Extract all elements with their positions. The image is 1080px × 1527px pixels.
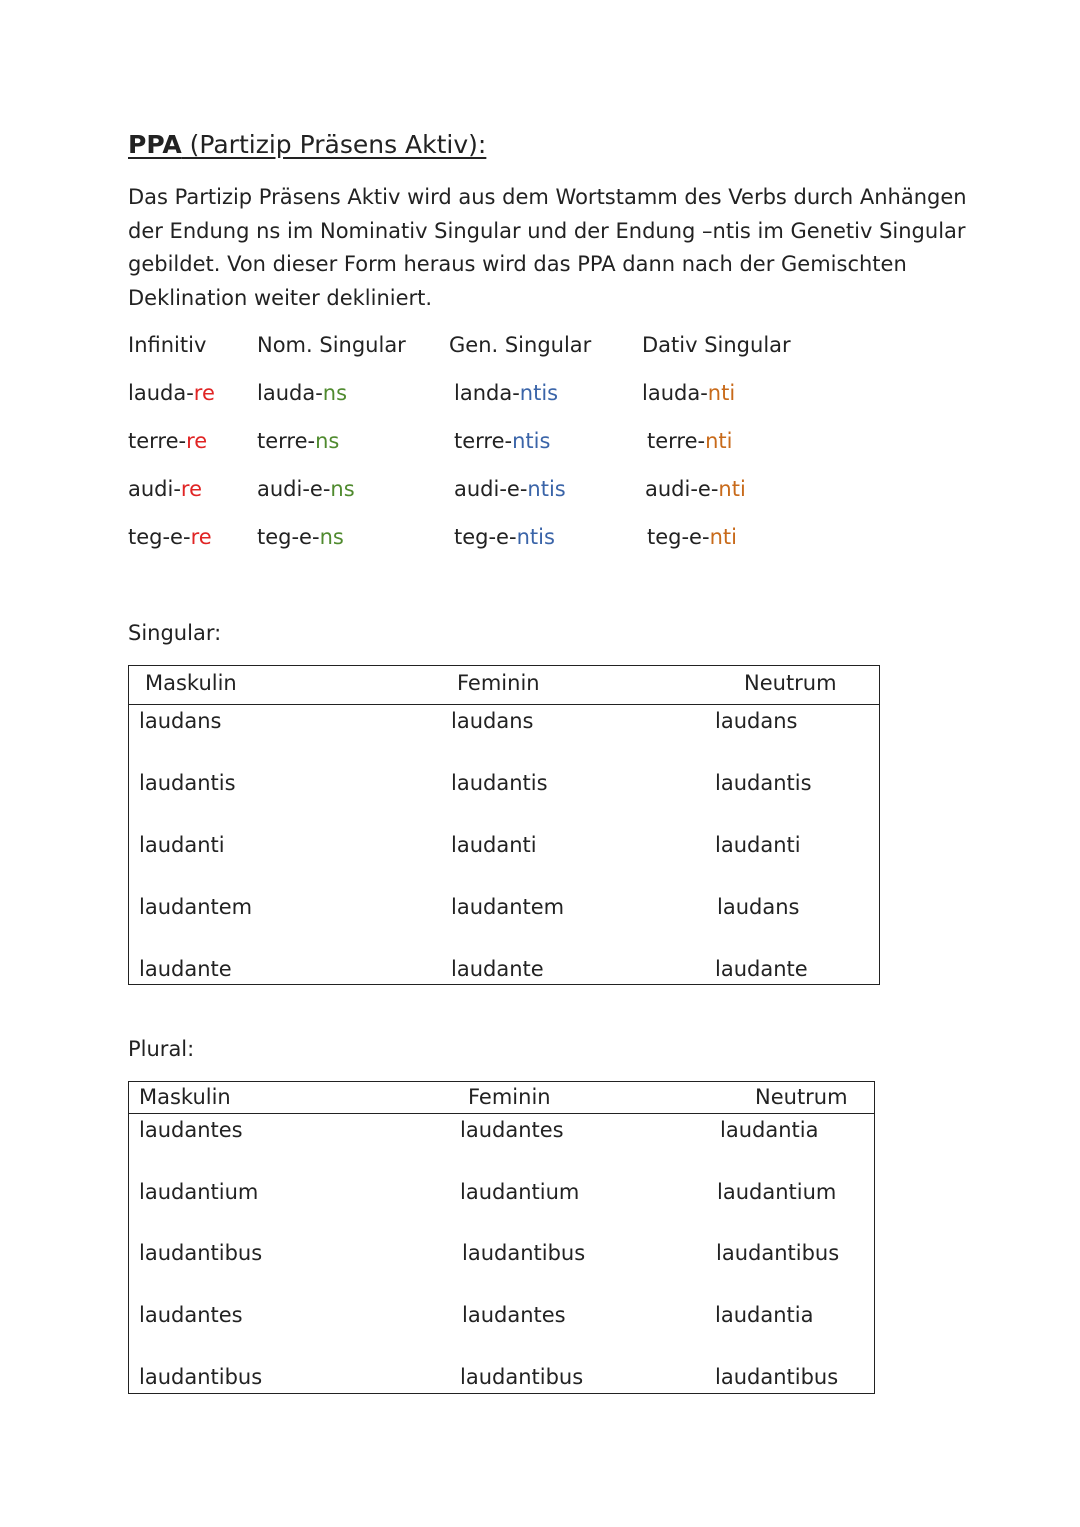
paragraph-line: der Endung ns im Nominativ Singular und der Endung –ntis im Genetiv Singular (128, 218, 966, 243)
conj-header-gen-singular: Gen. Singular (449, 333, 592, 357)
conj-form: teg-e-nti (647, 525, 737, 549)
conj-form: lauda-ns (257, 381, 348, 405)
conj-form: lauda-nti (642, 381, 736, 405)
conj-form: teg-e-re (128, 525, 212, 549)
conj-form: teg-e-ntis (454, 525, 555, 549)
conj-ending: ns (330, 477, 355, 501)
plural-table (128, 1081, 875, 1394)
paragraph-line: Das Partizip Präsens Aktiv wird aus dem Wortstamm des Verbs durch Anhängen (128, 185, 967, 209)
table-header-divider (129, 1113, 874, 1114)
table-cell: laudans (451, 709, 534, 733)
conj-ending: ns (319, 525, 344, 549)
table-cell: laudans (715, 709, 798, 733)
table-cell: laudantes (139, 1118, 243, 1142)
table-cell: laudanti (139, 833, 225, 857)
conj-ending: re (180, 477, 203, 501)
table-cell: laudantium (717, 1180, 837, 1204)
conj-ending: nti (718, 477, 746, 501)
table-cell: laudante (451, 957, 544, 981)
conj-header-dat-singular: Dativ Singular (642, 333, 791, 357)
conj-ending: ntis (519, 381, 559, 405)
conj-ending: ns (322, 381, 348, 405)
table-cell: laudantibus (139, 1241, 263, 1265)
conj-ending: re (193, 381, 215, 405)
conj-form: landa-ntis (454, 381, 559, 405)
paragraph-line: Deklination weiter dekliniert. (128, 285, 433, 310)
conj-form: audi-e-ns (257, 477, 355, 501)
singular-label: Singular: (128, 621, 222, 645)
table-cell: laudantium (460, 1180, 580, 1204)
table-header-feminin: Feminin (468, 1085, 551, 1109)
table-cell: laudantis (715, 771, 812, 795)
table-cell: laudanti (451, 833, 537, 857)
table-cell: laudante (139, 957, 232, 981)
conj-ending: re (190, 525, 212, 549)
conj-ending: nti (709, 525, 737, 549)
table-header-neutrum: Neutrum (755, 1085, 848, 1109)
conj-form: terre-re (128, 429, 208, 453)
conj-form: audi-re (128, 477, 203, 501)
intro-paragraph (128, 181, 1008, 315)
table-cell: laudantes (462, 1303, 566, 1327)
conj-form: teg-e-ns (257, 525, 344, 549)
table-cell: laudantia (720, 1118, 819, 1142)
table-cell: laudantes (460, 1118, 564, 1142)
table-cell: laudantibus (716, 1241, 840, 1265)
title-text: (Partizip Präsens Aktiv): (181, 130, 487, 159)
conj-ending: nti (707, 381, 736, 405)
table-header-neutrum: Neutrum (744, 671, 837, 695)
table-header-feminin: Feminin (457, 671, 540, 695)
conj-header-nom-singular: Nom. Singular (257, 333, 406, 357)
table-cell: laudantem (139, 895, 253, 919)
table-cell: laudantis (139, 771, 236, 795)
table-cell: laudantis (451, 771, 548, 795)
page-title (128, 130, 486, 159)
conj-ending: ns (315, 429, 340, 453)
conj-form: audi-e-nti (645, 477, 746, 501)
conj-header-infinitive: Infinitiv (128, 333, 207, 357)
table-cell: laudante (715, 957, 808, 981)
table-cell: laudantibus (462, 1241, 586, 1265)
table-cell: laudans (139, 709, 222, 733)
table-cell: laudantibus (460, 1365, 584, 1389)
table-cell: laudantia (715, 1303, 814, 1327)
conj-ending: re (186, 429, 208, 453)
table-header-maskulin: Maskulin (145, 671, 237, 695)
singular-table (128, 665, 880, 985)
table-cell: laudantibus (139, 1365, 263, 1389)
conj-form: terre-ntis (454, 429, 551, 453)
table-cell: laudantem (451, 895, 565, 919)
table-cell: laudans (717, 895, 800, 919)
plural-label: Plural: (128, 1037, 195, 1061)
table-cell: laudantium (139, 1180, 259, 1204)
table-cell: laudantibus (715, 1365, 839, 1389)
conj-ending: ntis (516, 525, 555, 549)
conj-form: audi-e-ntis (454, 477, 566, 501)
table-header-divider (129, 704, 879, 705)
conj-ending: ntis (527, 477, 566, 501)
conj-form: terre-nti (647, 429, 733, 453)
conj-ending: ntis (512, 429, 551, 453)
paragraph-line: gebildet. Von dieser Form heraus wird das PPA dann nach der Gemischten (128, 252, 907, 276)
table-cell: laudantes (139, 1303, 243, 1327)
table-cell: laudanti (715, 833, 801, 857)
conj-form: terre-ns (257, 429, 340, 453)
title-abbreviation: PPA (128, 130, 182, 159)
table-header-maskulin: Maskulin (139, 1085, 231, 1109)
conj-form: lauda-re (128, 381, 215, 405)
conj-ending: nti (705, 429, 733, 453)
